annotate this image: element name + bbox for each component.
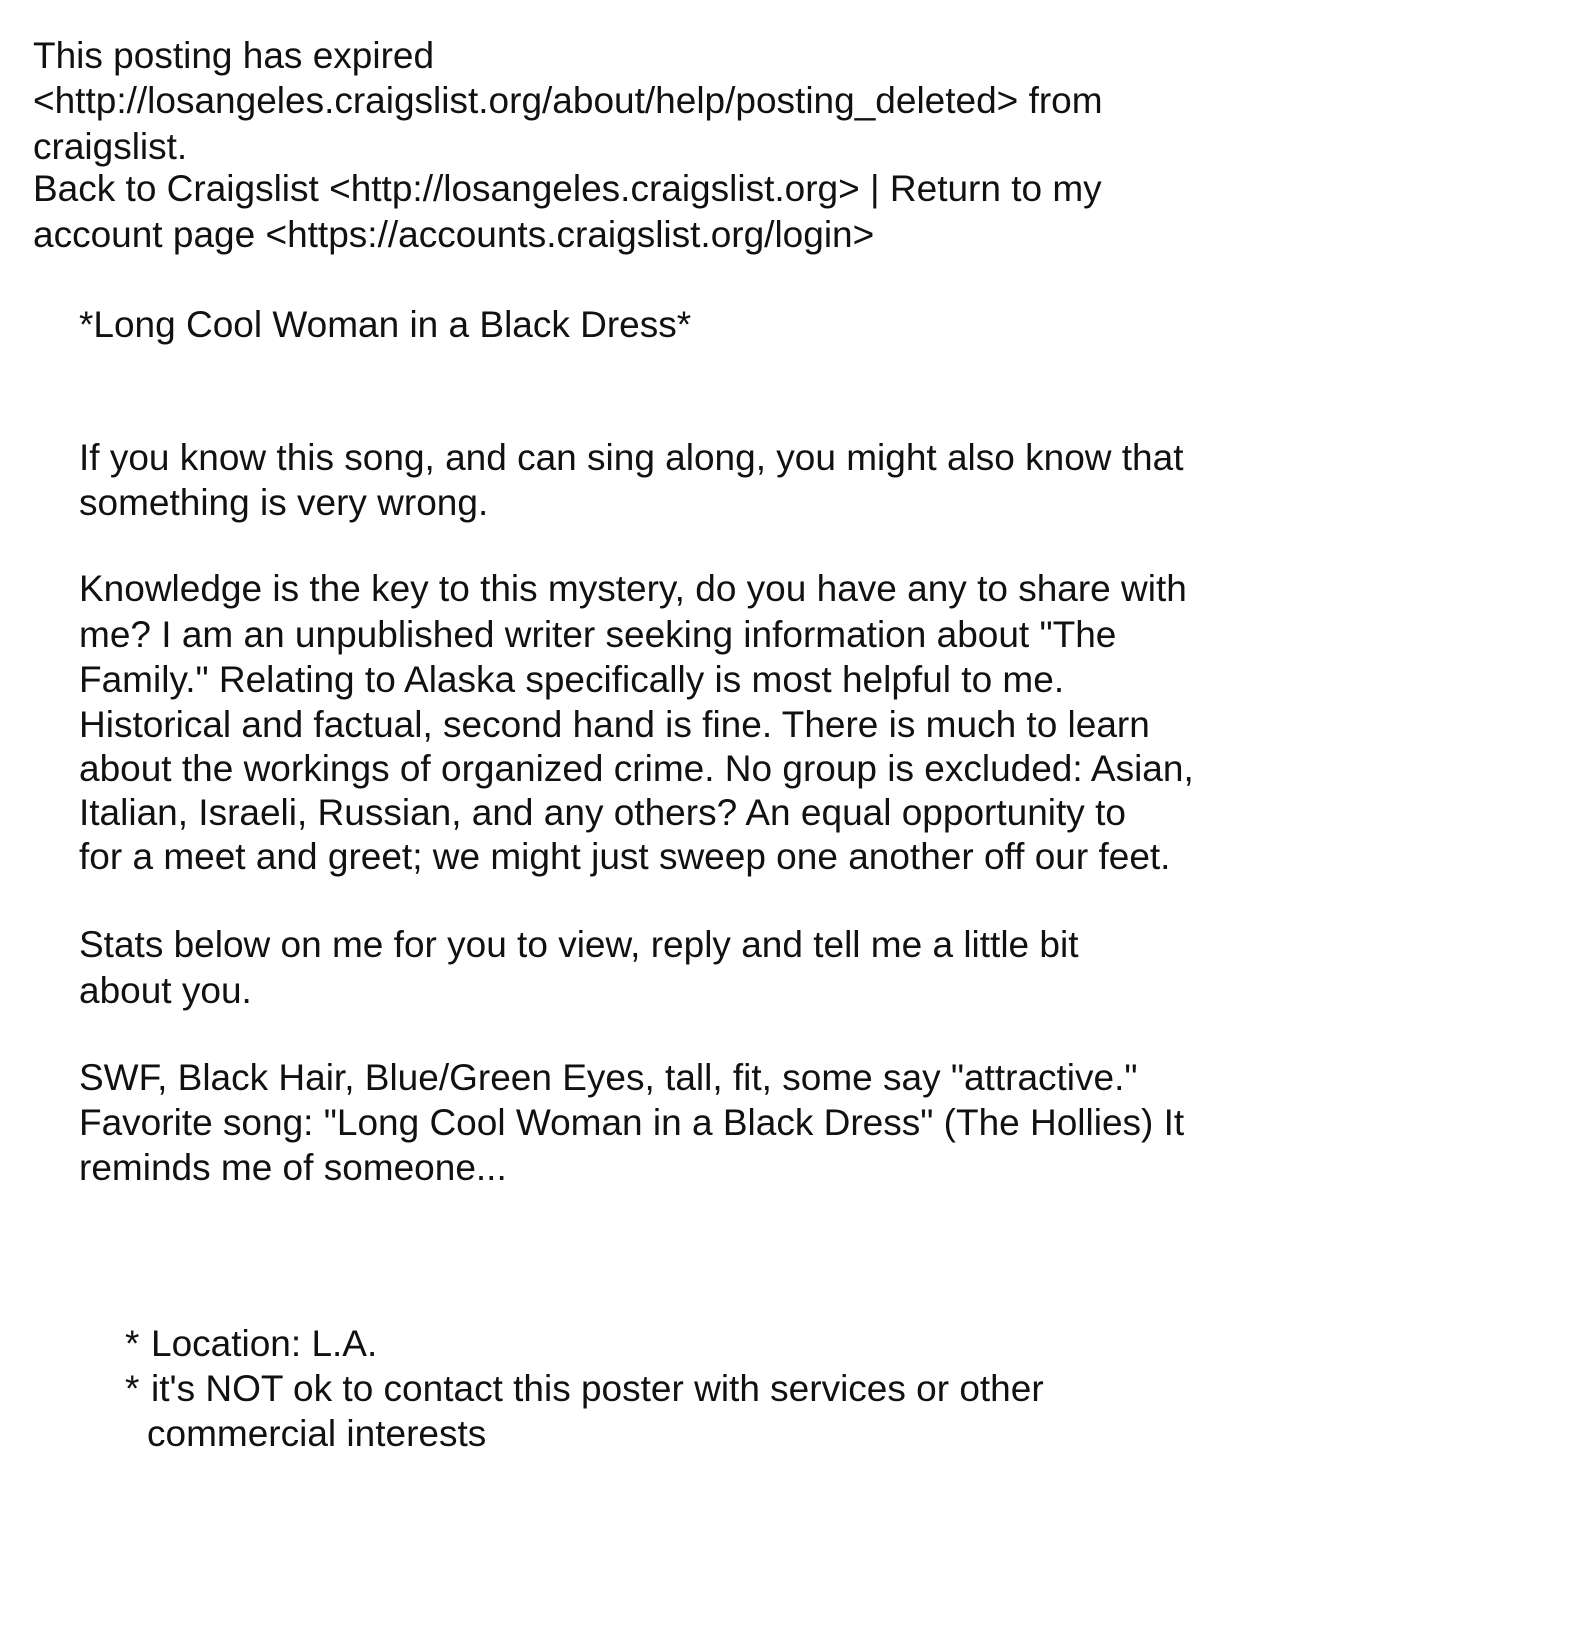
bullet-mark: * <box>125 1323 140 1364</box>
account-page-link[interactable]: account page <https://accounts.craigslist.org/login> <box>33 214 875 255</box>
expired-notice: This posting has expired <box>33 35 435 76</box>
paragraph-line: about the workings of organized crime. No group is excluded: Asian, <box>79 748 1194 789</box>
paragraph-line: If you know this song, and can sing along, you might also know that <box>79 437 1184 478</box>
contact-text-continued: commercial interests <box>147 1413 487 1454</box>
bullet-mark: * <box>125 1368 140 1409</box>
paragraph-line: for a meet and greet; we might just sweep one another off our feet. <box>79 836 1171 877</box>
paragraph-line: about you. <box>79 970 252 1011</box>
paragraph-line: SWF, Black Hair, Blue/Green Eyes, tall, fit, some say "attractive." <box>79 1057 1138 1098</box>
paragraph-line: Stats below on me for you to view, reply and tell me a little bit <box>79 924 1079 965</box>
location-text: Location: L.A. <box>151 1323 378 1364</box>
paragraph-line: something is very wrong. <box>79 482 489 523</box>
paragraph-line: Italian, Israeli, Russian, and any others? An equal opportunity to <box>79 792 1126 833</box>
paragraph-line: me? I am an unpublished writer seeking information about "The <box>79 614 1117 655</box>
contact-text: it's NOT ok to contact this poster with services or other <box>151 1368 1044 1409</box>
paragraph-line: reminds me of someone... <box>79 1147 507 1188</box>
paragraph-line: Favorite song: "Long Cool Woman in a Black Dress" (The Hollies) It <box>79 1102 1185 1143</box>
paragraph-line: Family." Relating to Alaska specifically is most helpful to me. <box>79 659 1065 700</box>
expired-source: craigslist. <box>33 126 188 167</box>
paragraph-line: Knowledge is the key to this mystery, do you have any to share with <box>79 568 1187 609</box>
post-title: *Long Cool Woman in a Black Dress* <box>79 304 692 345</box>
paragraph-line: Historical and factual, second hand is fine. There is much to learn <box>79 704 1150 745</box>
expired-help-link[interactable]: <http://losangeles.craigslist.org/about/help/posting_deleted> from <box>33 80 1103 121</box>
back-to-craigslist-link[interactable]: Back to Craigslist <http://losangeles.craigslist.org> | Return to my <box>33 168 1102 209</box>
